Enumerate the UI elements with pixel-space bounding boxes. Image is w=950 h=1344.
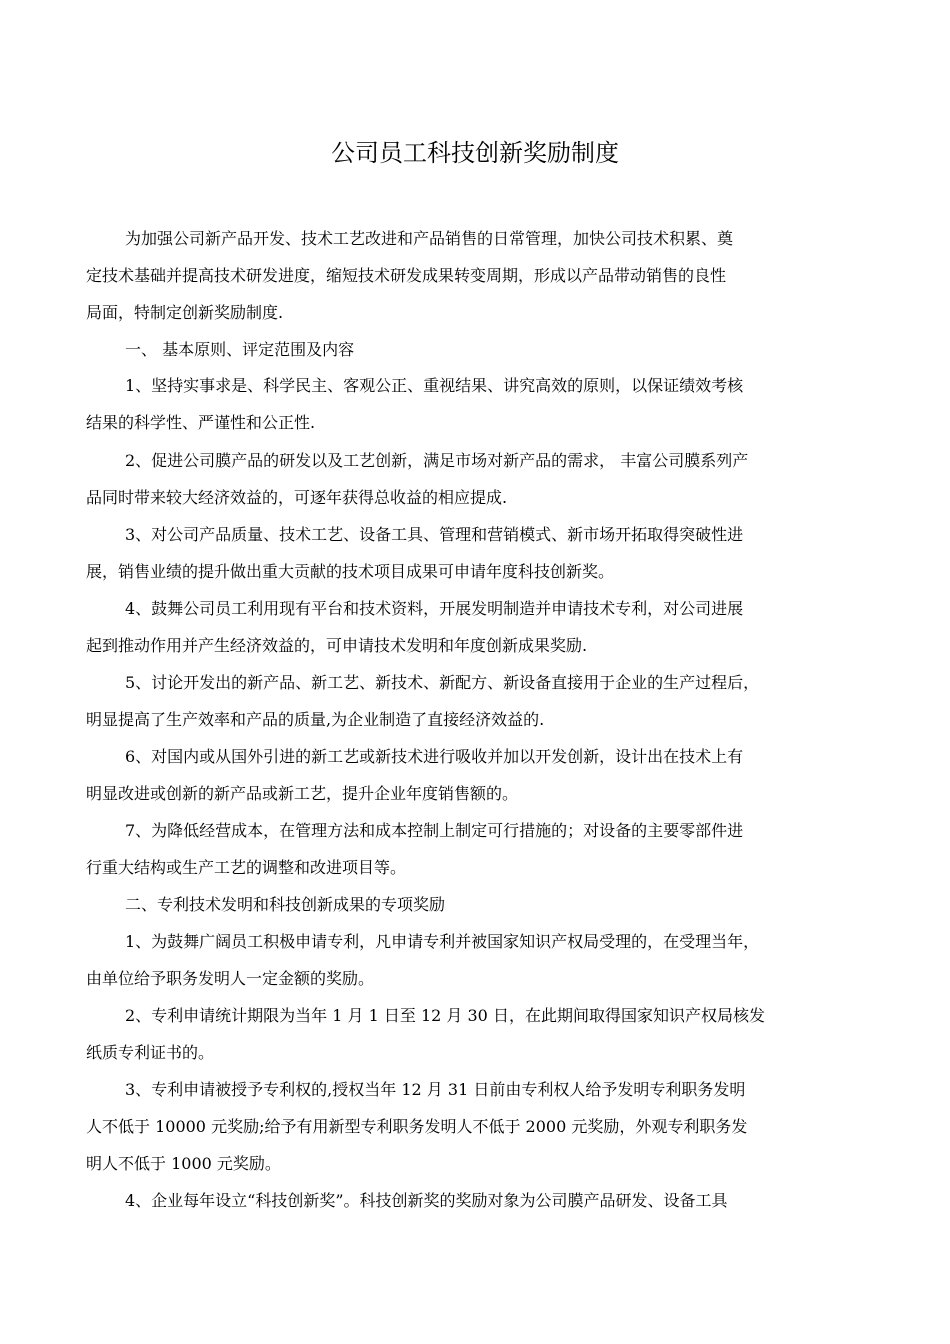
section-2-item-1-line-1: 1、为鼓舞广阔员工积极申请专利，凡申请专利并被国家知识产权局受理的，在受理当年， bbox=[125, 932, 760, 951]
section-1-item-3-line-2: 展，销售业绩的提升做出重大贡献的技术项目成果可申请年度科技创新奖。 bbox=[86, 562, 615, 581]
section-1-item-6-line-2: 明显改进或创新的新产品或新工艺，提升企业年度销售额的。 bbox=[86, 784, 519, 803]
section-1-heading: 一、 基本原则、评定范围及内容 bbox=[125, 340, 355, 359]
intro-line-2: 定技术基础并提高技术研发进度，缩短技术研发成果转变周期，形成以产品带动销售的良性 bbox=[86, 266, 727, 285]
section-2-item-4-line-1: 4、企业每年设立“科技创新奖”。科技创新奖的奖励对象为公司膜产品研发、设备工具 bbox=[125, 1191, 728, 1210]
section-1-item-7-line-1: 7、为降低经营成本，在管理方法和成本控制上制定可行措施的；对设备的主要零部件进 bbox=[125, 821, 744, 840]
section-2-heading: 二、专利技术发明和科技创新成果的专项奖励 bbox=[125, 895, 446, 914]
section-1-item-2-line-2: 品同时带来较大经济效益的，可逐年获得总收益的相应提成. bbox=[86, 488, 508, 507]
intro-line-3: 局面，特制定创新奖励制度. bbox=[86, 303, 284, 322]
section-2-item-3-line-2: 人不低于 10000 元奖励;给予有用新型专利职务发明人不低于 2000 元奖励，外观专利职务发 bbox=[86, 1117, 748, 1136]
section-1-item-6-line-1: 6、对国内或从国外引进的新工艺或新技术进行吸收并加以开发创新，设计出在技术上有 bbox=[125, 747, 744, 766]
section-1-item-1-line-1: 1、坚持实事求是、科学民主、客观公正、重视结果、讲究高效的原则，以保证绩效考核 bbox=[125, 376, 744, 395]
section-2-item-1-line-2: 由单位给予职务发明人一定金额的奖励。 bbox=[86, 969, 375, 988]
section-1-item-2-line-1: 2、促进公司膜产品的研发以及工艺创新，满足市场对新产品的需求， 丰富公司膜系列产 bbox=[125, 451, 749, 470]
section-2-item-3-line-3: 明人不低于 1000 元奖励。 bbox=[86, 1154, 281, 1173]
section-1-item-4-line-1: 4、鼓舞公司员工利用现有平台和技术资料，开展发明制造并申请技术专利，对公司进展 bbox=[125, 599, 744, 618]
section-1-item-7-line-2: 行重大结构或生产工艺的调整和改进项目等。 bbox=[86, 858, 407, 877]
document-title: 公司员工科技创新奖励制度 bbox=[331, 139, 619, 167]
section-2-item-3-line-1: 3、专利申请被授予专利权的,授权当年 12 月 31 日前由专利权人给予发明专利职务发明 bbox=[125, 1080, 746, 1099]
section-1-item-4-line-2: 起到推动作用并产生经济效益的，可申请技术发明和年度创新成果奖励. bbox=[86, 636, 588, 655]
section-2-item-2-line-1: 2、专利申请统计期限为当年 1 月 1 日至 12 月 30 日，在此期间取得国家知识产权局核发 bbox=[125, 1006, 765, 1025]
section-1-item-3-line-1: 3、对公司产品质量、技术工艺、设备工具、管理和营销模式、新市场开拓取得突破性进 bbox=[125, 525, 744, 544]
section-1-item-5-line-1: 5、讨论开发出的新产品、新工艺、新技术、新配方、新设备直接用于企业的生产过程后， bbox=[125, 673, 760, 692]
section-1-item-5-line-2: 明显提高了生产效率和产品的质量,为企业制造了直接经济效益的. bbox=[86, 710, 545, 729]
section-1-item-1-line-2: 结果的科学性、严谨性和公正性. bbox=[86, 413, 316, 432]
section-2-item-2-line-2: 纸质专利证书的。 bbox=[86, 1043, 215, 1062]
intro-line-1: 为加强公司新产品开发、技术工艺改进和产品销售的日常管理，加快公司技术积累、奠 bbox=[125, 229, 734, 248]
